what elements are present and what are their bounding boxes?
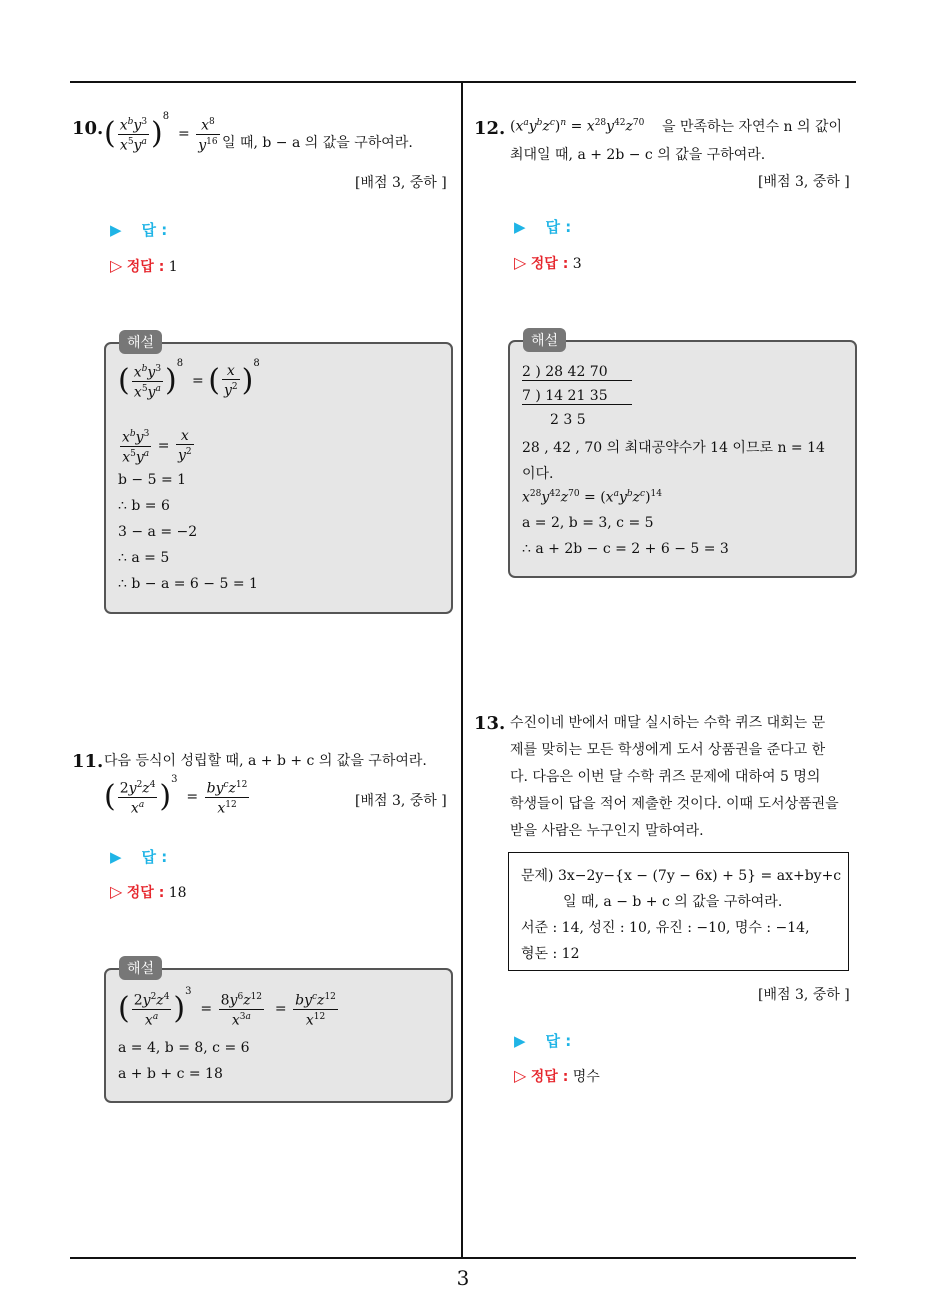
question-11-answer-field[interactable]: ▶ 답 : (110, 848, 168, 866)
question-10-answer-field[interactable]: ▶ 답 : (110, 221, 168, 239)
question-12-score: [배점 3, 중하 ] (758, 174, 850, 190)
column-divider (461, 83, 463, 1259)
question-12-formula: $(x^ay^bz^c)^n = x^{28}y^{42}z^{70}$ (510, 118, 645, 135)
question-10-solution-tag: 해설 (119, 330, 162, 354)
question-13-number: 13. (474, 713, 506, 734)
solution-formula: ( $\frac{x^by^3}{x^5y^a}$ )$^8$ = ( $\frac{x}{y^2}$ )$^8$ (118, 358, 260, 401)
solution-line: a + b + c = 18 (118, 1066, 223, 1082)
solution-formula: $\frac{x^by^3}{x^5y^a}$ = $\frac{x}{y^2}$ (122, 427, 192, 466)
problem-line: 일 때, a − b + c 의 값을 구하여라. (563, 894, 783, 910)
question-10-text: 일 때, b − a 의 값을 구하여라. (222, 135, 413, 151)
bottom-rule (70, 1257, 856, 1259)
solution-line: ∴ b = 6 (118, 498, 170, 514)
question-12-solution-tag: 해설 (523, 328, 566, 352)
solution-line: 28 , 42 , 70 의 최대공약수가 14 이므로 n = 14 (522, 440, 825, 456)
question-11-formula: ( $\frac{2y^2z^4}{x^a}$ )$^3$ = $\frac{by^cz^{12}}{x^{12}}$ (104, 774, 248, 817)
question-10-number: 10. (72, 118, 104, 139)
question-13-text-line: 다. 다음은 이번 달 수학 퀴즈 문제에 대하여 5 명의 (510, 769, 821, 785)
solution-line: a = 4, b = 8, c = 6 (118, 1040, 250, 1056)
question-10-correct-answer: ▷ 정답 : 1 (110, 256, 178, 275)
division-row: 2 ) 28 42 70 (522, 364, 632, 381)
question-10-solution-box (104, 342, 453, 614)
solution-formula: $x^{28}y^{42}z^{70} = (x^ay^bz^c)^{14}$ (522, 489, 662, 506)
solution-line: 이다. (522, 466, 554, 482)
division-row: 2 3 5 (550, 412, 586, 428)
solution-line: ∴ a = 5 (118, 550, 170, 566)
question-11-number: 11. (72, 751, 104, 772)
question-12-text-line1: 을 만족하는 자연수 n 의 값이 (662, 119, 843, 135)
question-11-score: [배점 3, 중하 ] (355, 793, 447, 809)
solution-line: ∴ a + 2b − c = 2 + 6 − 5 = 3 (522, 541, 729, 557)
solution-line: a = 2, b = 3, c = 5 (522, 515, 654, 531)
question-13-score: [배점 3, 중하 ] (758, 987, 850, 1003)
division-row: 7 ) 14 21 35 (522, 388, 632, 405)
question-13-text-line: 제를 맞히는 모든 학생에게 도서 상품권을 준다고 한 (510, 742, 826, 758)
problem-line: 형돈 : 12 (521, 946, 580, 962)
question-11-solution-box (104, 968, 453, 1103)
question-13-problem-box (508, 852, 849, 971)
question-11-solution-tag: 해설 (119, 956, 162, 980)
question-12-solution-box (508, 340, 857, 578)
play-arrow-icon: ▶ (514, 1032, 526, 1050)
solution-line: 3 − a = −2 (118, 524, 198, 540)
question-13-text-line: 수진이네 반에서 매달 실시하는 수학 퀴즈 대회는 문 (510, 715, 826, 731)
question-12-correct-answer: ▷ 정답 : 3 (514, 253, 582, 272)
question-11-text: 다음 등식이 성립할 때, a + b + c 의 값을 구하여라. (104, 753, 427, 769)
play-arrow-icon: ▶ (514, 218, 526, 236)
question-13-text-line: 받을 사람은 누구인지 말하여라. (510, 823, 704, 839)
top-rule (70, 81, 856, 83)
outline-triangle-icon: ▷ (514, 253, 527, 272)
question-10-formula: ( $\frac{x^by^3}{x^5y^a}$ )$^8$ = $\frac{x^8}{y^{16}}$ (104, 111, 218, 154)
question-12-text-line2: 최대일 때, a + 2b − c 의 값을 구하여라. (510, 147, 766, 163)
outline-triangle-icon: ▷ (110, 882, 123, 901)
play-arrow-icon: ▶ (110, 848, 122, 866)
outline-triangle-icon: ▷ (514, 1066, 527, 1085)
question-10-score: [배점 3, 중하 ] (355, 175, 447, 191)
problem-line: 문제) 3x−2y−{x − (7y − 6x) + 5} = ax+by+c (521, 868, 842, 884)
question-11-correct-answer: ▷ 정답 : 18 (110, 882, 187, 901)
problem-line: 서준 : 14, 성진 : 10, 유진 : −10, 명수 : −14, (521, 920, 810, 936)
outline-triangle-icon: ▷ (110, 256, 123, 275)
solution-line: ∴ b − a = 6 − 5 = 1 (118, 576, 258, 592)
page-number: 3 (456, 1266, 470, 1290)
question-13-answer-field[interactable]: ▶ 답 : (514, 1032, 572, 1050)
play-arrow-icon: ▶ (110, 221, 122, 239)
question-13-text-line: 학생들이 답을 적어 제출한 것이다. 이때 도서상품권을 (510, 796, 839, 812)
question-12-number: 12. (474, 118, 506, 139)
question-12-answer-field[interactable]: ▶ 답 : (514, 218, 572, 236)
question-13-correct-answer: ▷ 정답 : 명수 (514, 1066, 600, 1085)
solution-formula: ( $\frac{2y^2z^4}{x^a}$ )$^3$ = $\frac{8y^6z^{12}}{x^{3a}}$ = $\frac{by^cz^{12}}{x^{12}}$ (118, 986, 336, 1029)
solution-line: b − 5 = 1 (118, 472, 187, 488)
